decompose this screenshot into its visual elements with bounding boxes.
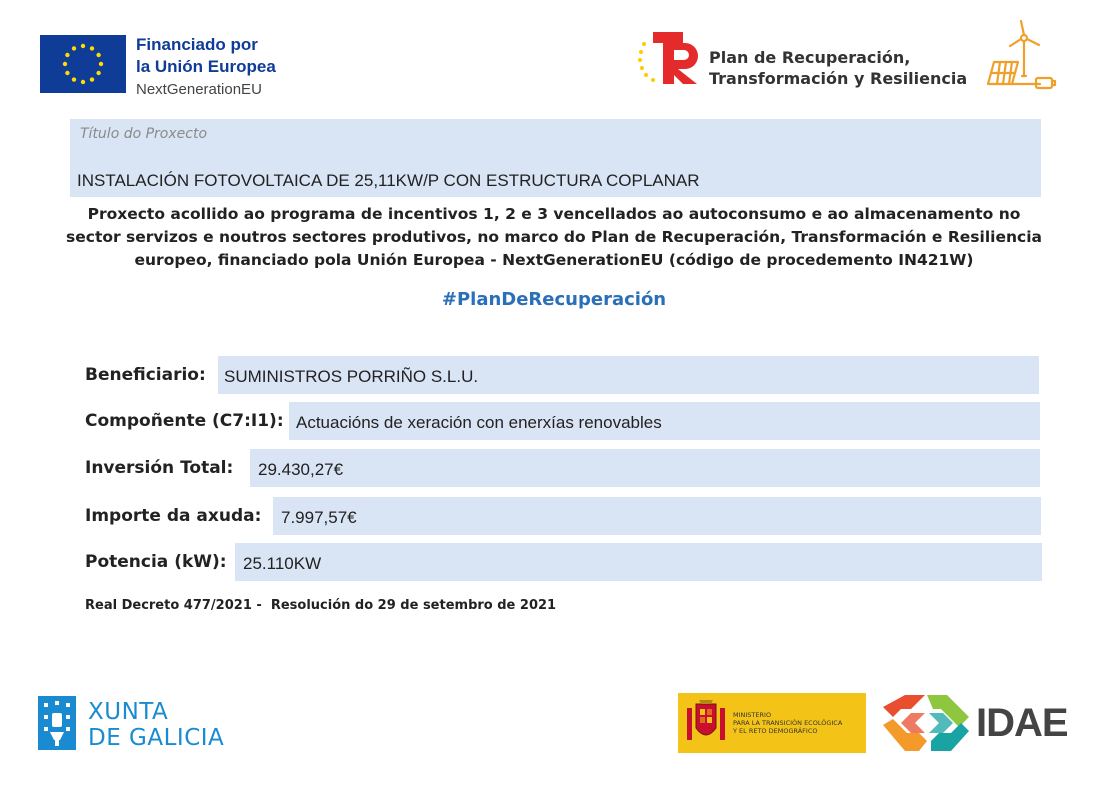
ministry-line1: MINISTERIO (733, 711, 772, 719)
total-investment-label: Inversión Total: (85, 458, 234, 478)
beneficiary-value: SUMINISTROS PORRIÑO S.L.U. (224, 367, 479, 386)
component-value: Actuacións de xeración con enerxías renovables (296, 413, 662, 432)
total-investment-value: 29.430,27€ (258, 460, 344, 479)
xunta-logo-text (88, 699, 224, 751)
eu-logo-line1: Financiado por (136, 35, 258, 54)
component-label: Compoñente (C7:I1): (85, 411, 284, 431)
eu-logo-text (136, 34, 326, 101)
aid-amount-box (273, 497, 1041, 535)
xunta-logo-line1: XUNTA (88, 699, 169, 725)
eu-logo-line2: la Unión Europea (136, 57, 276, 76)
ministry-line3: Y EL RETO DEMOGRÁFICO (733, 727, 818, 735)
project-title: INSTALACIÓN FOTOVOLTAICA DE 25,11KW/P CON ESTRUCTURA COPLANAR (77, 171, 700, 190)
power-box (235, 543, 1042, 581)
power-value: 25.110KW (243, 554, 322, 573)
aid-amount-label: Importe da axuda: (85, 506, 262, 526)
prtr-logo-icon (637, 30, 703, 86)
xunta-shield-icon (38, 696, 76, 750)
xunta-logo-line2: DE GALICIA (88, 725, 225, 751)
power-label: Potencia (kW): (85, 552, 227, 572)
beneficiary-label: Beneficiario: (85, 365, 206, 385)
project-title-caption: Título do Proxecto (80, 126, 208, 142)
idae-logo-icon (881, 691, 971, 755)
ministry-line2: PARA LA TRANSICIÓN ECOLÓGICA (733, 719, 843, 727)
prtr-logo-line1: Plan de Recuperación, (709, 48, 911, 67)
eu-logo-line3: NextGenerationEU (136, 81, 262, 98)
total-investment-box (250, 449, 1040, 487)
hashtag: #PlanDeRecuperación (441, 289, 667, 310)
idae-logo-text: IDAE (976, 701, 1068, 745)
decree-text: Real Decreto 477/2021 - Resolución do 29 de setembro de 2021 (85, 598, 557, 613)
spain-coat-of-arms-icon (684, 698, 728, 748)
program-description: Proxecto acollido ao programa de incentivos 1, 2 e 3 vencellados ao autoconsumo e ao almacenamento no sector servizos e noutros sectores produtivos, no marco do Plan de Recuperación, Transformación e Resiliencia europeo, financiado pola Unión Europea - NextGenerationEU (código de procedemento IN421W) (66, 205, 1042, 269)
prtr-logo-text (709, 47, 967, 89)
ministry-logo-text (733, 711, 842, 735)
eu-flag-icon (40, 35, 126, 93)
wind-turbine-solar-icon (980, 18, 1060, 94)
prtr-logo-line2: Transformación y Resiliencia (709, 69, 968, 88)
aid-amount-value: 7.997,57€ (281, 508, 357, 527)
